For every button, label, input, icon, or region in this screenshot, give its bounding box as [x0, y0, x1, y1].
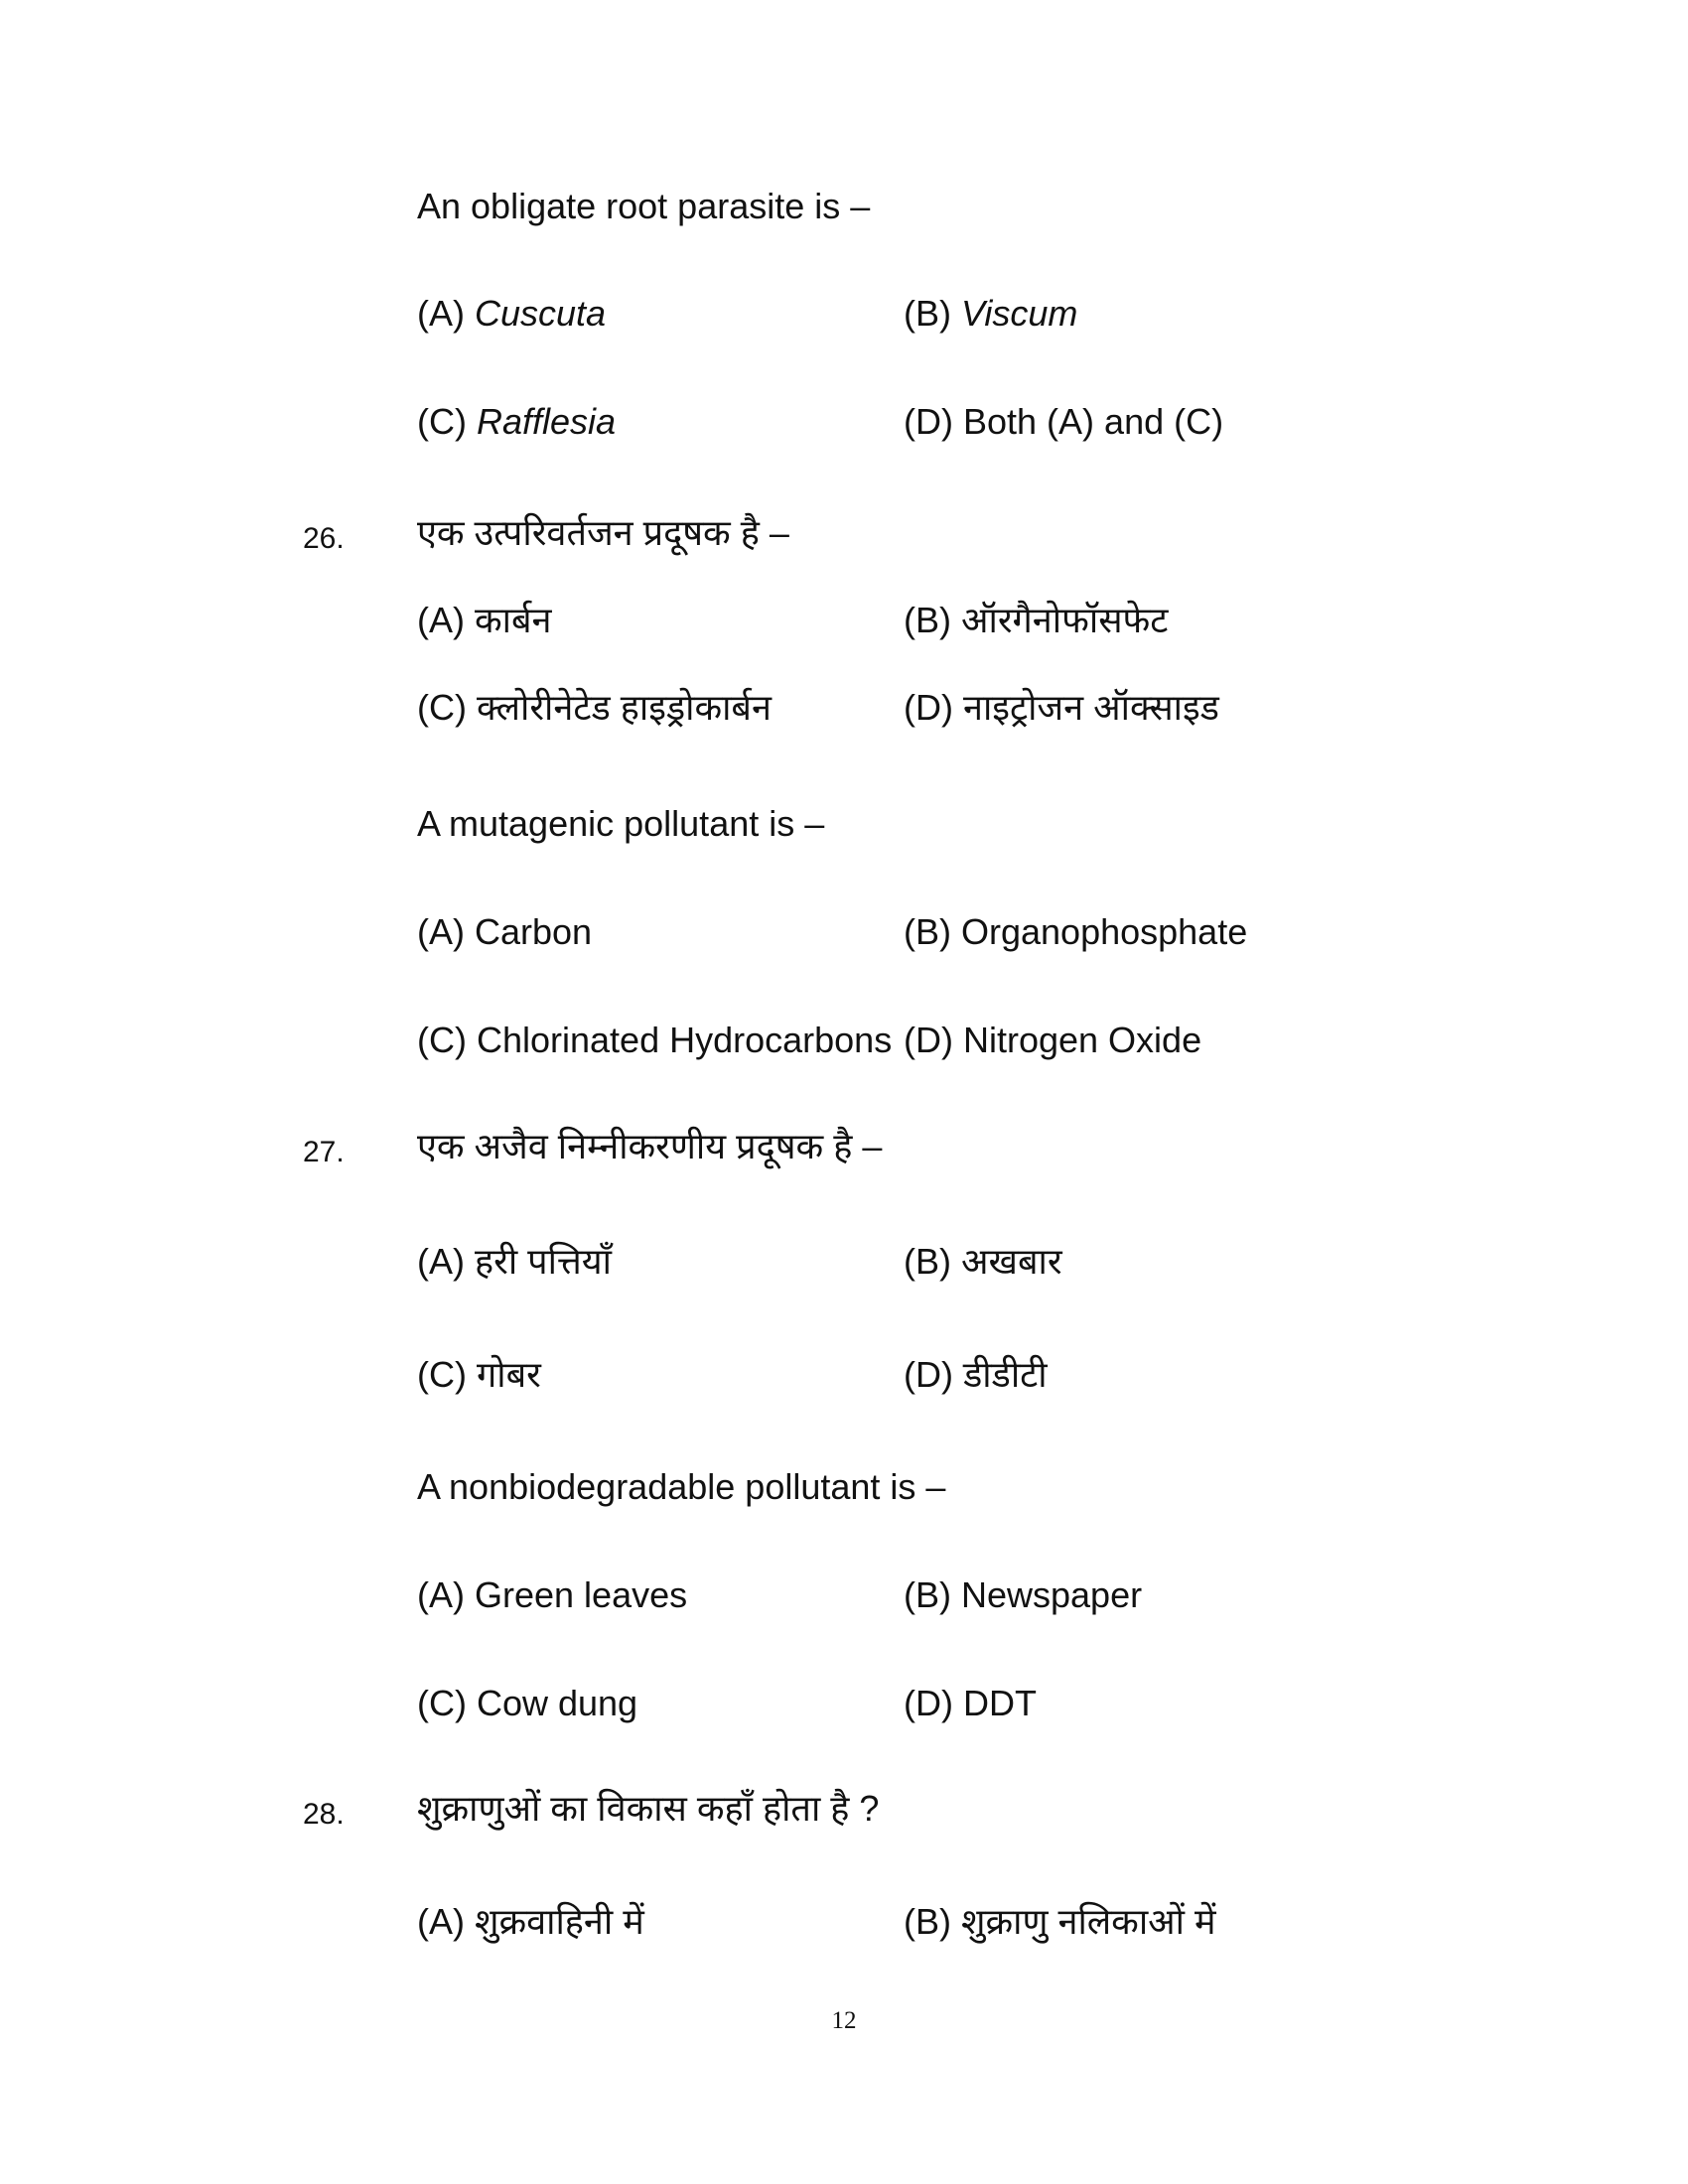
- q26-english-option-c: (C) Chlorinated Hydrocarbons: [417, 1020, 893, 1060]
- option-text: Both (A) and (C): [963, 401, 1224, 442]
- q27-hindi-question: एक अजैव निम्नीकरणीय प्रदूषक है –: [417, 1126, 883, 1166]
- q27-english-option-c: (C) Cow dung: [417, 1683, 638, 1723]
- q26-hindi-option-c: (C) क्लोरीनेटेड हाइड्रोकार्बन: [417, 687, 772, 728]
- q25-english-question: An obligate root parasite is –: [417, 186, 871, 226]
- q25-option-b: [904, 293, 1078, 334]
- page-number: 12: [831, 2007, 857, 2034]
- q26-hindi-option-b: (B) ऑरगैनोफॉसफेट: [904, 600, 1169, 640]
- option-letter: (A): [417, 293, 465, 334]
- q28-hindi-option-b: (B) शुक्राणु नलिकाओं में: [904, 1901, 1216, 1942]
- q26-english-option-b: (B) Organophosphate: [904, 911, 1248, 952]
- q26-english-option-a: (A) Carbon: [417, 911, 593, 952]
- q27-hindi-option-d: (D) डीडीटी: [904, 1354, 1048, 1395]
- q27-hindi-option-a: (A) हरी पत्तियाँ: [417, 1241, 613, 1282]
- q27-english-option-a: (A) Green leaves: [417, 1574, 688, 1615]
- q26-hindi-question: एक उत्परिवर्तजन प्रदूषक है –: [417, 512, 789, 553]
- q27-english-question: A nonbiodegradable pollutant is –: [417, 1466, 946, 1507]
- q25-option-d: [904, 401, 1224, 442]
- q27-english-option-d: (D) DDT: [904, 1683, 1037, 1723]
- q26-number: 26.: [303, 522, 345, 555]
- q25-option-a: [417, 293, 607, 334]
- option-text: Rafflesia: [477, 401, 617, 442]
- q27-hindi-option-c: (C) गोबर: [417, 1354, 541, 1395]
- option-letter: (B): [904, 293, 951, 334]
- q27-hindi-option-b: (B) अखबार: [904, 1241, 1062, 1282]
- q28-number: 28.: [303, 1798, 345, 1831]
- q26-english-option-d: (D) Nitrogen Oxide: [904, 1020, 1202, 1060]
- q26-english-question: A mutagenic pollutant is –: [417, 803, 825, 844]
- option-text: Viscum: [961, 293, 1078, 334]
- option-text: Cuscuta: [475, 293, 607, 334]
- q28-hindi-option-a: (A) शुक्रवाहिनी में: [417, 1901, 644, 1942]
- q26-hindi-option-a: (A) कार्बन: [417, 600, 552, 640]
- option-letter: (D): [904, 401, 953, 442]
- q27-number: 27.: [303, 1136, 345, 1168]
- q28-hindi-question: शुक्राणुओं का विकास कहाँ होता है ?: [417, 1788, 880, 1829]
- q25-option-c: [417, 401, 617, 442]
- q26-hindi-option-d: (D) नाइट्रोजन ऑक्साइड: [904, 687, 1219, 728]
- q27-english-option-b: (B) Newspaper: [904, 1574, 1143, 1615]
- option-letter: (C): [417, 401, 467, 442]
